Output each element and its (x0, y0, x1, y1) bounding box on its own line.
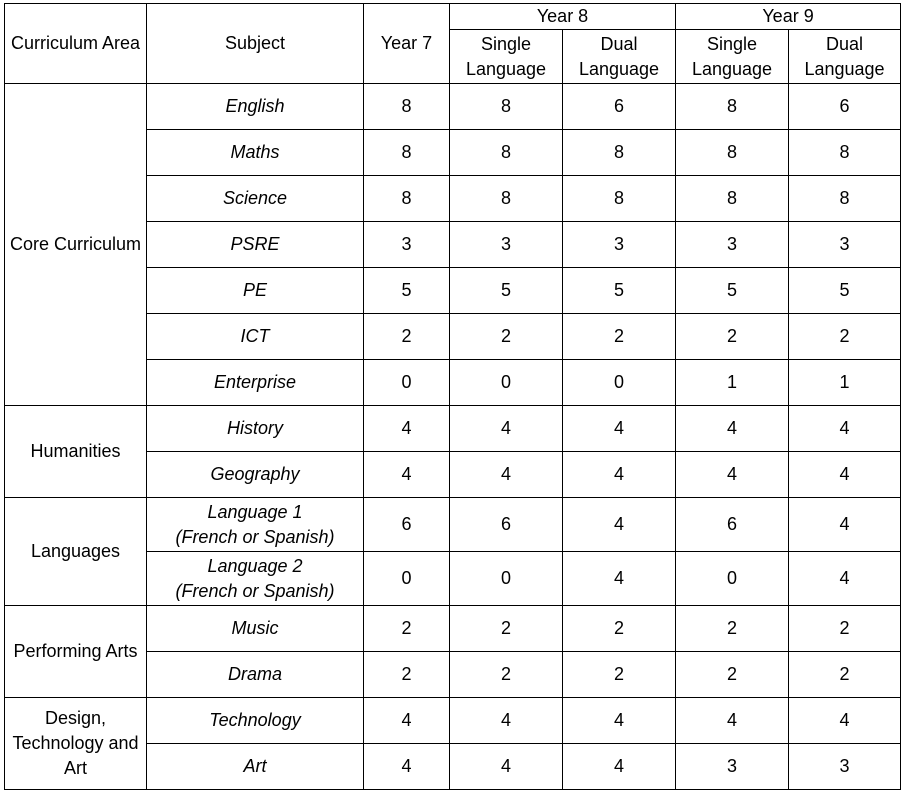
subject-cell (147, 652, 364, 698)
year7-hours-cell: 6 (364, 498, 450, 552)
year8-single-hours-cell: 4 (450, 452, 563, 498)
year8-dual-hours-cell: 2 (563, 606, 676, 652)
subject-cell (147, 268, 364, 314)
table-row (5, 406, 901, 452)
year9-dual-hours-cell: 3 (789, 222, 901, 268)
year8-single-hours-cell: 3 (450, 222, 563, 268)
year9-dual-hours-cell: 3 (789, 744, 901, 790)
table-row (5, 698, 901, 744)
subject-name: Art (243, 756, 267, 776)
subject-cell (147, 744, 364, 790)
curriculum-area-cell: Core Curriculum (5, 84, 147, 406)
subject-cell (147, 452, 364, 498)
year7-hours-cell: 4 (364, 452, 450, 498)
year8-single-hours-cell: 5 (450, 268, 563, 314)
year8-dual-hours-cell: 2 (563, 652, 676, 698)
subject-name: History (226, 418, 283, 438)
year9-single-language-header: Single Language (676, 30, 789, 84)
curriculum-area-cell: Humanities (5, 406, 147, 498)
table-row (5, 84, 901, 130)
year8-single-hours-cell: 0 (450, 552, 563, 606)
table-header (5, 4, 901, 84)
year8-single-hours-cell: 8 (450, 176, 563, 222)
year9-single-hours-cell: 2 (676, 652, 789, 698)
year9-single-hours-cell: 8 (676, 130, 789, 176)
year8-dual-hours-cell: 4 (563, 406, 676, 452)
subject-cell (147, 314, 364, 360)
subject-name: Language 1 (207, 501, 303, 522)
year9-dual-hours-cell: 4 (789, 498, 901, 552)
table-row (5, 498, 901, 552)
year8-single-hours-cell: 4 (450, 406, 563, 452)
year9-single-hours-cell: 8 (676, 176, 789, 222)
subject-cell (147, 176, 364, 222)
year9-single-hours-cell: 2 (676, 606, 789, 652)
header-row-years (5, 4, 901, 30)
year9-dual-hours-cell: 2 (789, 606, 901, 652)
year8-single-hours-cell: 2 (450, 652, 563, 698)
year9-dual-language-header: Dual Language (789, 30, 901, 84)
year9-single-hours-cell: 2 (676, 314, 789, 360)
subject-cell (147, 222, 364, 268)
year9-single-hours-cell: 4 (676, 406, 789, 452)
table-row (5, 606, 901, 652)
year7-hours-cell: 8 (364, 84, 450, 130)
subject-name: Enterprise (213, 372, 297, 392)
year9-dual-hours-cell: 6 (789, 84, 901, 130)
year7-hours-cell: 3 (364, 222, 450, 268)
year8-dual-hours-cell: 8 (563, 130, 676, 176)
year8-single-hours-cell: 4 (450, 744, 563, 790)
year9-single-hours-cell: 5 (676, 268, 789, 314)
subject-name: Language 2 (207, 555, 303, 576)
year8-single-hours-cell: 4 (450, 698, 563, 744)
subject-cell (147, 552, 364, 606)
year9-single-hours-cell: 3 (676, 222, 789, 268)
curriculum-area-cell: Performing Arts (5, 606, 147, 698)
year7-hours-cell: 5 (364, 268, 450, 314)
subject-name: English (225, 96, 285, 116)
curriculum-area-cell: Languages (5, 498, 147, 606)
table-body (5, 84, 901, 790)
curriculum-area-cell: Design, Technology and Art (5, 698, 147, 790)
year7-hours-cell: 2 (364, 606, 450, 652)
year8-dual-hours-cell: 2 (563, 314, 676, 360)
year9-single-hours-cell: 6 (676, 498, 789, 552)
year7-hours-cell: 8 (364, 130, 450, 176)
year9-single-hours-cell: 8 (676, 84, 789, 130)
subject-name: Science (222, 188, 288, 208)
year8-single-language-header: Single Language (450, 30, 563, 84)
year7-hours-cell: 2 (364, 314, 450, 360)
year8-dual-hours-cell: 4 (563, 498, 676, 552)
year8-single-hours-cell: 8 (450, 84, 563, 130)
year8-dual-hours-cell: 8 (563, 176, 676, 222)
subject-name: Music (231, 618, 279, 638)
subject-cell (147, 698, 364, 744)
year7-hours-cell: 8 (364, 176, 450, 222)
year9-single-hours-cell: 4 (676, 452, 789, 498)
subject-name: Drama (227, 664, 282, 684)
subject-cell (147, 360, 364, 406)
year8-dual-hours-cell: 4 (563, 698, 676, 744)
year9-header: Year 9 (676, 4, 901, 30)
year9-dual-hours-cell: 5 (789, 268, 901, 314)
year8-single-hours-cell: 6 (450, 498, 563, 552)
year8-single-hours-cell: 2 (450, 606, 563, 652)
year9-dual-hours-cell: 2 (789, 314, 901, 360)
year8-dual-hours-cell: 3 (563, 222, 676, 268)
year9-dual-hours-cell: 8 (789, 130, 901, 176)
subject-cell (147, 406, 364, 452)
year8-single-hours-cell: 8 (450, 130, 563, 176)
year9-single-hours-cell: 3 (676, 744, 789, 790)
subject-name: Technology (209, 710, 301, 730)
subject-name: Geography (210, 464, 300, 484)
year8-dual-hours-cell: 4 (563, 744, 676, 790)
subject-name: ICT (240, 326, 270, 346)
year9-dual-hours-cell: 4 (789, 452, 901, 498)
subject-name: Maths (230, 142, 280, 162)
curriculum-area-header: Curriculum Area (5, 4, 147, 84)
year8-dual-hours-cell: 4 (563, 552, 676, 606)
subject-cell (147, 130, 364, 176)
year7-hours-cell: 2 (364, 652, 450, 698)
year9-dual-hours-cell: 4 (789, 698, 901, 744)
year9-single-hours-cell: 1 (676, 360, 789, 406)
year8-dual-hours-cell: 4 (563, 452, 676, 498)
year7-hours-cell: 0 (364, 552, 450, 606)
year8-single-hours-cell: 0 (450, 360, 563, 406)
year7-hours-cell: 4 (364, 406, 450, 452)
subject-cell (147, 84, 364, 130)
subject-name: PSRE (230, 234, 280, 254)
curriculum-hours-table (4, 3, 901, 790)
subject-cell (147, 606, 364, 652)
year9-single-hours-cell: 4 (676, 698, 789, 744)
subject-note: (French or Spanish) (175, 580, 335, 601)
year7-hours-cell: 4 (364, 698, 450, 744)
year8-dual-hours-cell: 0 (563, 360, 676, 406)
year9-dual-hours-cell: 4 (789, 552, 901, 606)
subject-name: PE (242, 280, 267, 300)
year7-hours-cell: 0 (364, 360, 450, 406)
year8-header: Year 8 (450, 4, 676, 30)
year9-dual-hours-cell: 8 (789, 176, 901, 222)
year8-dual-hours-cell: 5 (563, 268, 676, 314)
subject-note: (French or Spanish) (175, 526, 335, 547)
year9-dual-hours-cell: 1 (789, 360, 901, 406)
year7-hours-cell: 4 (364, 744, 450, 790)
year8-dual-language-header: Dual Language (563, 30, 676, 84)
year9-dual-hours-cell: 4 (789, 406, 901, 452)
subject-cell (147, 498, 364, 552)
year7-header: Year 7 (364, 4, 450, 84)
year8-dual-hours-cell: 6 (563, 84, 676, 130)
year8-single-hours-cell: 2 (450, 314, 563, 360)
year9-dual-hours-cell: 2 (789, 652, 901, 698)
subject-header: Subject (147, 4, 364, 84)
year9-single-hours-cell: 0 (676, 552, 789, 606)
